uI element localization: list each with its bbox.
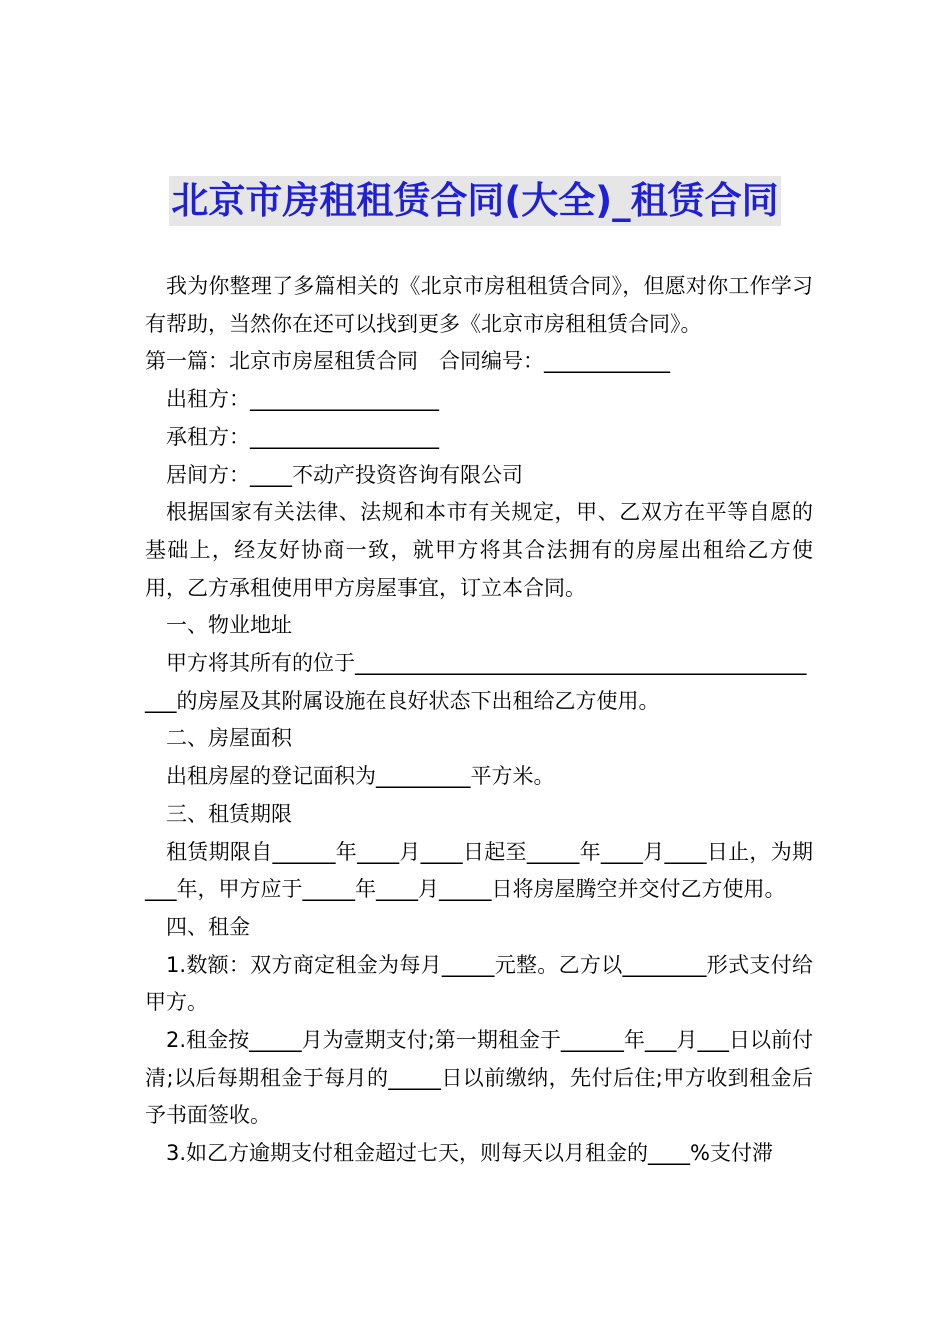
section-heading-address: 一、物业地址 [166,613,292,638]
section-heading-rent: 四、租金 [166,914,250,939]
contract-heading-line: 第一篇：北京市房屋租赁合同 合同编号：____________ [145,349,670,374]
preamble-paragraph: 根据国家有关法律、法规和本市有关规定，甲、乙双方在平等自愿的基础上，经友好协商一致，就甲方将其合法拥有的房屋出租给乙方使用，乙方承租使用甲方房屋事宜，订立本合同。 [145,500,813,600]
document-title: 北京市房租租赁合同(大全)_租赁合同 [169,176,780,226]
lessee-line: 承租方：__________________ [166,424,439,449]
document-body [145,268,813,1173]
section-heading-area: 二、房屋面积 [166,726,292,751]
intro-paragraph: 我为你整理了多篇相关的《北京市房租租赁合同》，但愿对你工作学习有帮助，当然你在还可以找到更多《北京市房租租赁合同》。 [145,274,813,336]
address-paragraph: 甲方将其所有的位于______________________________________________的房屋及其附属设施在良好状态下出租给乙方使用。 [145,651,807,713]
rent-clause-3: 3.如乙方逾期支付租金超过七天，则每天以月租金的____%支付滞 [166,1141,773,1166]
area-paragraph: 出租房屋的登记面积为_________平方米。 [166,764,555,789]
section-heading-term: 三、租赁期限 [166,801,292,826]
rent-clause-1: 1.数额：双方商定租金为每月_____元整。乙方以________形式支付给甲方。 [145,952,813,1015]
term-paragraph: 租赁期限自______年____月____日起至_____年____月____日止，为期___年，甲方应于_____年____月_____日将房屋腾空并交付乙方使用。 [145,839,813,902]
lessor-line: 出租方：__________________ [166,387,439,412]
rent-clause-2: 2.租金按_____月为壹期支付;第一期租金于______年___月___日以前付清;以后每期租金于每月的_____日以前缴纳，先付后住;甲方收到租金后予书面签收。 [145,1028,813,1128]
title-container [0,176,950,226]
intermediary-line: 居间方：____不动产投资咨询有限公司 [166,462,523,487]
